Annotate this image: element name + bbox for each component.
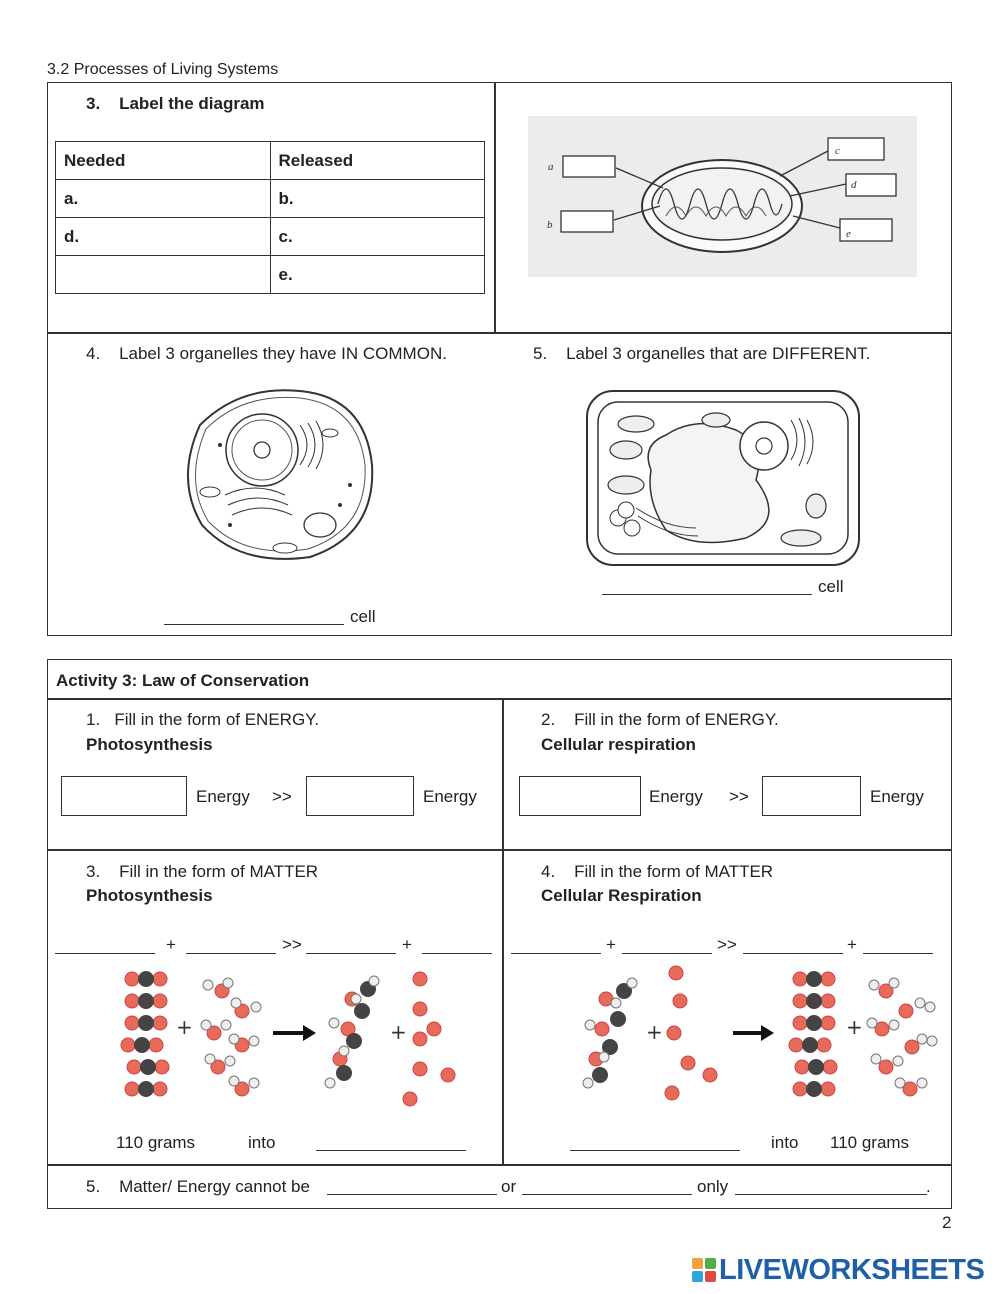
plus-label: + (606, 935, 616, 954)
energy-label: Energy (196, 787, 250, 806)
conservation-blank[interactable] (522, 1194, 692, 1195)
photosynthesis-molecules (118, 963, 468, 1123)
mass-blank[interactable] (570, 1150, 740, 1151)
respiration-molecules (576, 963, 946, 1123)
animal-cell-suffix: cell (350, 607, 376, 626)
a3-q2-title: 2. Fill in the form of ENERGY. (541, 710, 779, 729)
animal-cell-blank[interactable] (164, 624, 344, 625)
or-label: or (501, 1177, 517, 1196)
mass-label: 110 grams (830, 1133, 910, 1152)
plant-cell-diagram (586, 390, 860, 566)
matter-blank[interactable] (186, 953, 276, 954)
arrow-label: >> (272, 787, 292, 806)
divider (47, 849, 952, 851)
divider (47, 1164, 952, 1166)
energy-input[interactable] (762, 776, 861, 816)
plus-label: + (847, 935, 857, 954)
only-label: only (697, 1177, 729, 1196)
svg-text:+: + (176, 1015, 193, 1039)
divider (494, 82, 496, 333)
q5-title: 5. Label 3 organelles that are DIFFERENT. (533, 344, 871, 363)
energy-input[interactable] (306, 776, 414, 816)
conservation-blank[interactable] (735, 1194, 927, 1195)
matter-blank[interactable] (422, 953, 492, 954)
q4-title: 4. Label 3 organelles they have IN COMMON. (86, 344, 447, 363)
table-cell[interactable]: a. (56, 180, 271, 218)
label-a: a (548, 161, 554, 173)
table-cell[interactable]: b. (270, 180, 485, 218)
mass-blank[interactable] (316, 1150, 466, 1151)
label-c: c (835, 145, 840, 157)
table-cell[interactable]: c. (270, 218, 485, 256)
table-cell[interactable]: e. (270, 256, 485, 294)
divider (502, 698, 504, 1165)
matter-blank[interactable] (743, 953, 843, 954)
svg-text:+: + (846, 1015, 863, 1039)
energy-input[interactable] (519, 776, 641, 816)
needed-released-table (55, 141, 485, 294)
liveworksheets-icon (692, 1258, 716, 1282)
a3-q1-title: 1. Fill in the form of ENERGY. (86, 710, 320, 729)
svg-text:+: + (390, 1020, 407, 1044)
energy-input[interactable] (61, 776, 187, 816)
animal-cell-diagram (180, 385, 380, 565)
a3-q2-subtitle: Cellular respiration (541, 735, 696, 754)
plant-cell-blank[interactable] (602, 594, 812, 595)
divider (47, 698, 952, 700)
conservation-blank[interactable] (327, 1194, 497, 1195)
table-header: Released (270, 142, 485, 180)
svg-text:+: + (646, 1020, 663, 1044)
matter-blank[interactable] (511, 953, 601, 954)
into-label: into (248, 1133, 276, 1152)
arrow-label: >> (729, 787, 749, 806)
mitochondrion-diagram (528, 116, 917, 277)
matter-blank[interactable] (306, 953, 396, 954)
activity3-title: Activity 3: Law of Conservation (56, 671, 310, 690)
plant-cell-suffix: cell (818, 577, 844, 596)
label-e: e (846, 228, 851, 240)
a3-q4-subtitle: Cellular Respiration (541, 886, 702, 905)
brand-name: LIVEWORKSHEETS (719, 1253, 985, 1286)
a3-q1-subtitle: Photosynthesis (86, 735, 213, 754)
period-label: . (926, 1177, 931, 1196)
brand-logo (692, 1254, 984, 1286)
arrow-label: >> (717, 935, 737, 954)
matter-blank[interactable] (622, 953, 712, 954)
plus-label: + (402, 935, 412, 954)
energy-label: Energy (870, 787, 924, 806)
a3-q4-title: 4. Fill in the form of MATTER (541, 862, 774, 881)
a3-q3-title: 3. Fill in the form of MATTER (86, 862, 319, 881)
page-header: 3.2 Processes of Living Systems (47, 61, 279, 78)
a3-q5-prefix: 5. Matter/ Energy cannot be (86, 1177, 310, 1196)
matter-blank[interactable] (863, 953, 933, 954)
page-number: 2 (942, 1213, 952, 1232)
energy-label: Energy (423, 787, 477, 806)
table-header: Needed (56, 142, 271, 180)
mass-label: 110 grams (116, 1133, 196, 1152)
plus-label: + (166, 935, 176, 954)
table-cell[interactable] (56, 256, 271, 294)
label-d: d (851, 179, 857, 191)
q3-title: 3. Label the diagram (86, 94, 265, 113)
into-label: into (771, 1133, 799, 1152)
table-cell[interactable]: d. (56, 218, 271, 256)
arrow-label: >> (282, 935, 302, 954)
matter-blank[interactable] (55, 953, 155, 954)
divider (47, 332, 952, 334)
a3-q3-subtitle: Photosynthesis (86, 886, 213, 905)
label-b: b (547, 219, 553, 231)
energy-label: Energy (649, 787, 703, 806)
